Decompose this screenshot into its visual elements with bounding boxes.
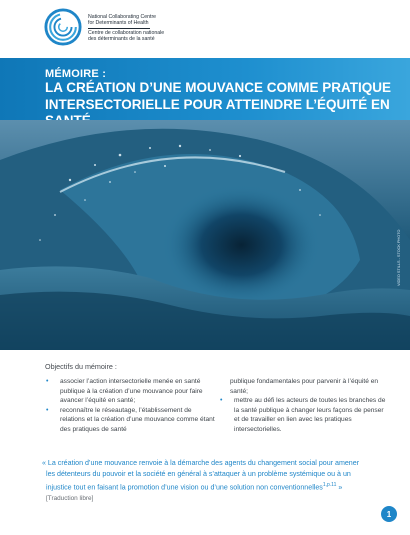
wave-photo <box>0 120 410 350</box>
title-banner <box>0 58 410 120</box>
bullet-icon: • <box>46 378 49 385</box>
bullet-icon: • <box>46 406 49 414</box>
document-title-line2: INTERSECTORIELLE POUR ATTEINDRE L’ÉQUITÉ EN <box>45 96 390 112</box>
ncc-logo-icon <box>44 8 82 46</box>
page-number: 1 <box>381 506 397 522</box>
bullet-icon: • <box>220 397 223 405</box>
objectives-column-right <box>220 377 390 435</box>
document-title-line1: LA CRÉATION D’UNE MOUVANCE COMME PRATIQUE <box>45 80 391 95</box>
objectives-heading: Objectifs du mémoire : <box>45 362 117 371</box>
org-name-fr-line2: des déterminants de la santé <box>88 36 155 43</box>
pull-quote <box>42 458 366 504</box>
document-type: MÉMOIRE : <box>45 68 107 80</box>
objective-item: • reconnaître le réseautage, l’établissement de relations et la création d’une mouvance comme étant des pratiques de santé <box>46 406 215 433</box>
quote-reference: 1,p.11 <box>322 482 337 488</box>
objective-item: • mettre au défi les acteurs de toutes les branches de la santé publique à changer leurs façons de penser et de travailler en lien avec les pratiques intersectorielles. <box>220 397 386 433</box>
photo-credit: VIDEO STILLS - STOCK PHOTO <box>397 229 401 286</box>
page-header <box>0 0 410 58</box>
organization-name <box>88 14 164 42</box>
org-name-divider <box>88 28 150 29</box>
objectives-column-left <box>46 377 216 435</box>
translation-note: [Traduction libre] <box>46 495 94 503</box>
quote-close: » <box>336 483 343 492</box>
org-name-en-line2: for Determinants of Health <box>88 20 149 27</box>
quote-text: « La création d’une mouvance renvoie à la démarche des agents du changement social pour amener les détenteurs du pouvoir et la société en général à s’attaquer à un problème systémique ou à un injustice tout en faisant la promotion d’une vision ou d’une solution non conventionnelles <box>42 459 360 492</box>
org-name-en-line1: National Collaborating Centre <box>88 14 157 20</box>
org-name-fr-line1: Centre de collaboration nationale <box>88 29 165 36</box>
objective-item: • associer l’action intersectorielle menée en santé publique à la création d’une mouvance pour faire avancer l’équité en santé; <box>46 378 203 405</box>
objective-item-continued: publique fondamentales pour parvenir à l’équité en santé; <box>230 378 379 395</box>
